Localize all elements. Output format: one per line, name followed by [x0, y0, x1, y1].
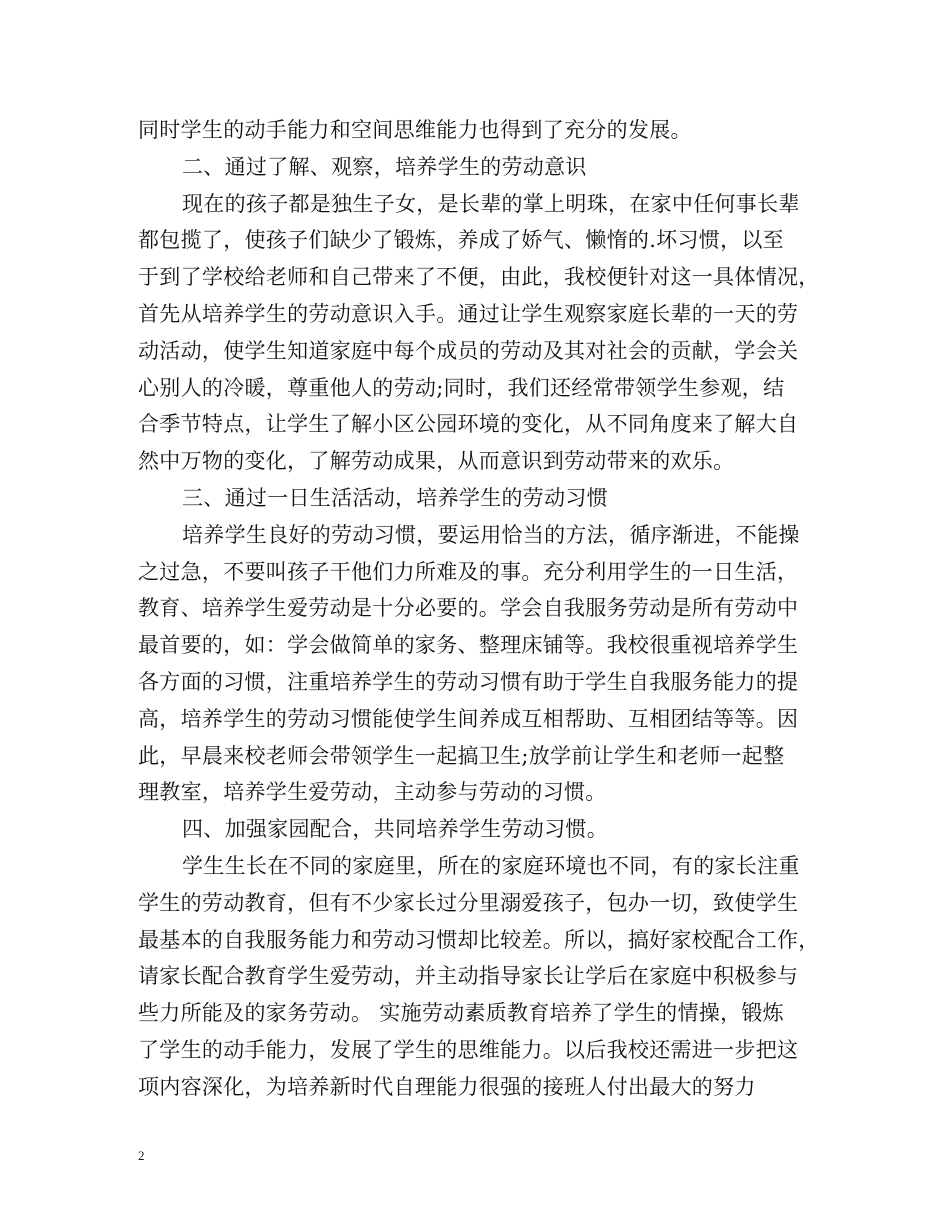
text-line: 各方面的习惯，注重培养学生的劳动习惯有助于学生自我服务能力的提 [138, 669, 799, 694]
text-line: 四、加强家园配合，共同培养学生劳动习惯。 [182, 817, 608, 842]
text-line: 些力所能及的家务劳动。 实施劳动素质教育培养了学生的情操，锻炼 [138, 1001, 784, 1026]
text-line: 最首要的，如：学会做简单的家务、整理床铺等。我校很重视培养学生 [138, 633, 799, 658]
text-line: 最基本的自我服务能力和劳动习惯却比较差。所以，搞好家校配合工作， [138, 927, 820, 952]
text-line: 教育、培养学生爱劳动是十分必要的。学会自我服务劳动是所有劳动中 [138, 596, 799, 621]
text-line: 培养学生良好的劳动习惯，要运用恰当的方法，循序渐进，不能操 [182, 522, 800, 547]
text-line: 首先从培养学生的劳动意识入手。通过让学生观察家庭长辈的一天的劳 [138, 301, 799, 326]
text-line: 同时学生的动手能力和空间思维能力也得到了充分的发展。 [138, 118, 692, 142]
text-line: 现在的孩子都是独生子女，是长辈的掌上明珠，在家中任何事长辈 [182, 191, 800, 216]
text-line: 动活动，使学生知道家庭中每个成员的劳动及其对社会的贡献，学会关 [138, 338, 799, 363]
text-line: 二、通过了解、观察，培养学生的劳动意识 [182, 154, 587, 179]
text-line: 高，培养学生的劳动习惯能使学生间养成互相帮助、互相团结等等。因 [138, 706, 799, 731]
text-line: 请家长配合教育学生爱劳动，并主动指导家长让学后在家庭中积极参与 [138, 964, 799, 989]
text-line: 之过急，不要叫孩子干他们力所难及的事。充分利用学生的一日生活， [138, 559, 799, 584]
text-line: 项内容深化，为培养新时代自理能力很强的接班人付出最大的努力 [138, 1074, 756, 1099]
text-line: 了学生的动手能力，发展了学生的思维能力。以后我校还需进一步把这 [138, 1037, 799, 1062]
text-line: 学生生长在不同的家庭里，所在的家庭环境也不同，有的家长注重 [182, 853, 800, 878]
text-line: 三、通过一日生活活动，培养学生的劳动习惯 [182, 485, 608, 510]
page-number: 2 [138, 1148, 145, 1163]
text-line: 学生的劳动教育，但有不少家长过分里溺爱孩子，包办一切，致使学生 [138, 890, 799, 915]
text-line: 理教室，培养学生爱劳动，主动参与劳动的习惯。 [138, 780, 607, 805]
text-line: 合季节特点，让学生了解小区公园环境的变化，从不同角度来了解大自 [138, 412, 799, 437]
document-body [138, 112, 820, 1106]
text-line: 于到了学校给老师和自己带来了不便，由此，我校便针对这一具体情况， [138, 265, 820, 290]
text-line: 此，早晨来校老师会带领学生一起搞卫生;放学前让学生和老师一起整 [138, 743, 785, 768]
text-line: 心别人的冷暖，尊重他人的劳动;同时，我们还经常带领学生参观，结 [138, 375, 785, 400]
text-line: 都包揽了，使孩子们缺少了锻炼，养成了娇气、懒惰的.坏习惯，以至 [138, 228, 784, 253]
text-line: 然中万物的变化，了解劳动成果，从而意识到劳动带来的欢乐。 [138, 449, 735, 474]
